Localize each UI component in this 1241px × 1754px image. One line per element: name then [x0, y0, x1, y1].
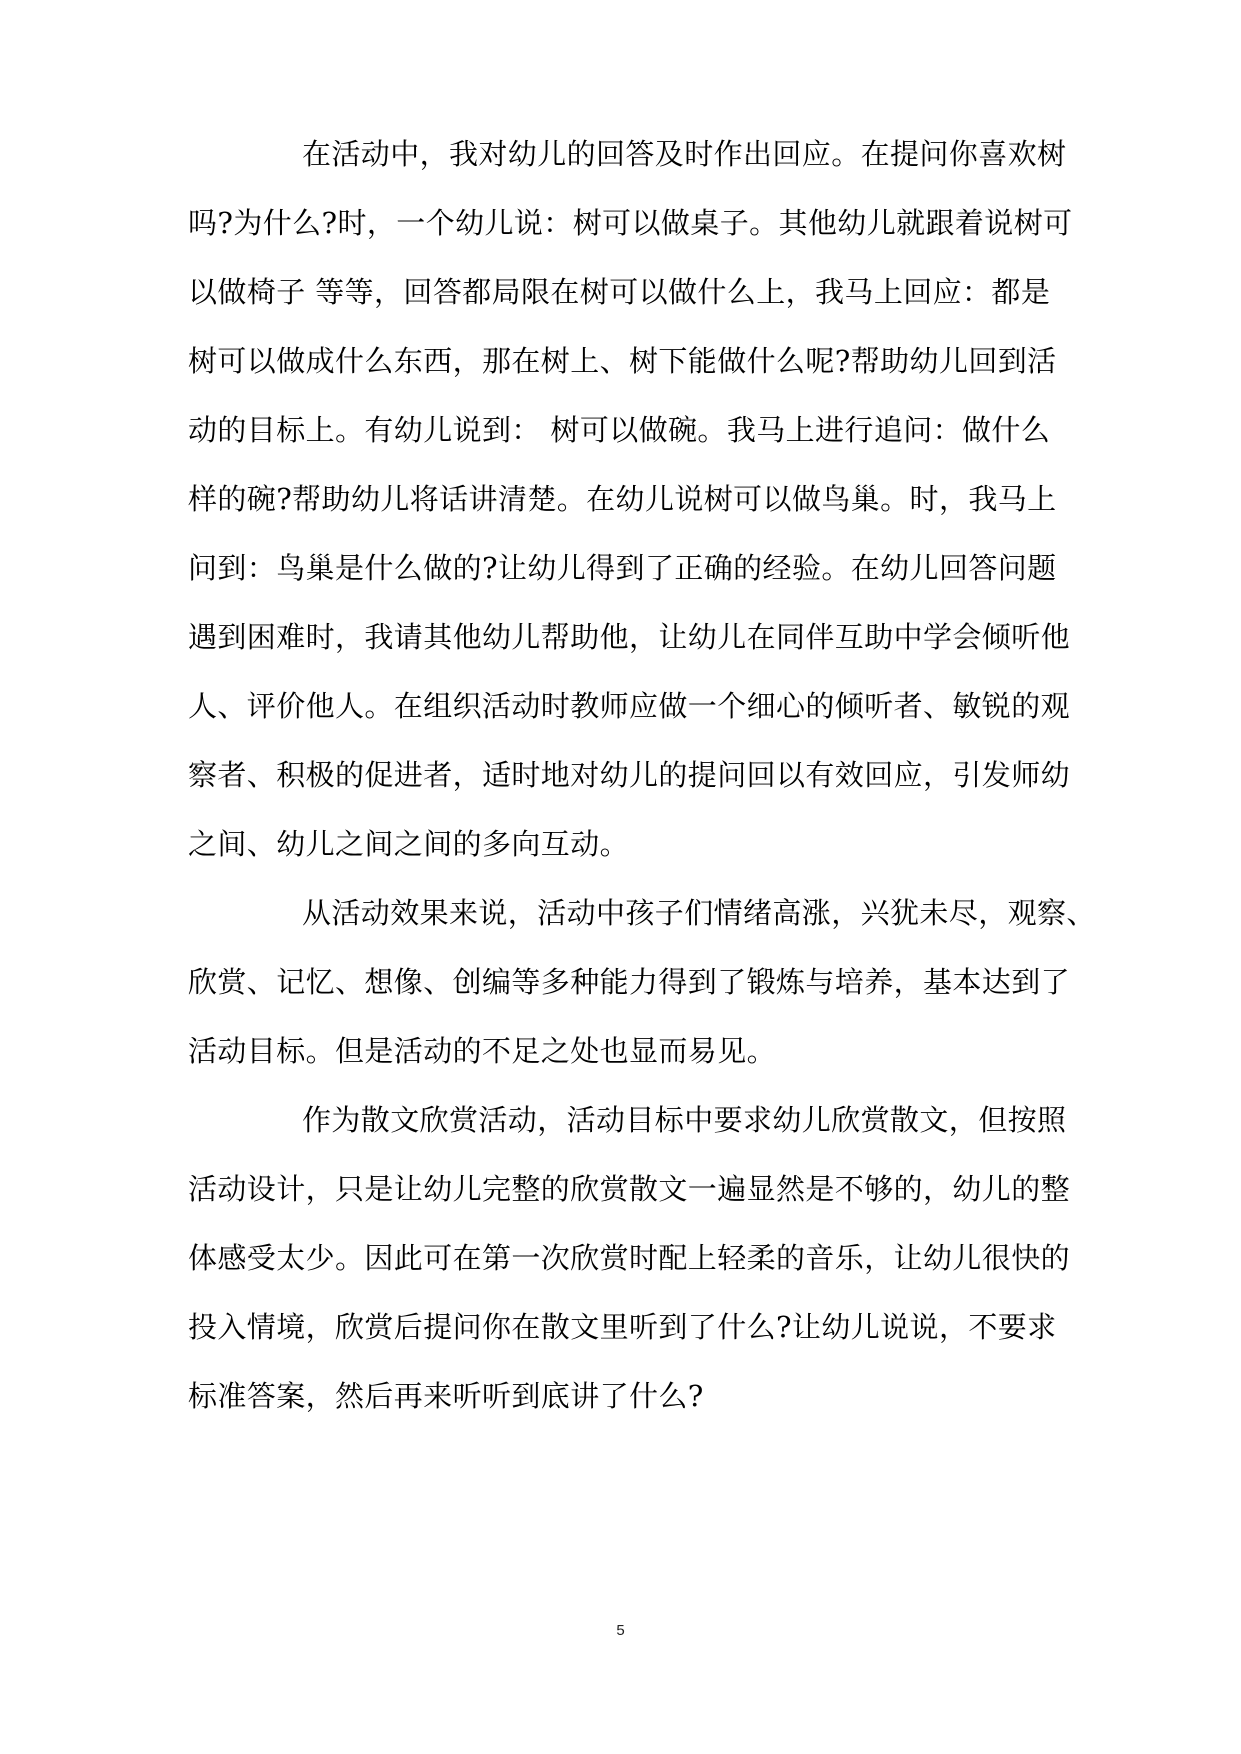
text-line: 以做椅子 等等，回答都局限在树可以做什么上，我马上回应：都是 [188, 275, 1051, 309]
text-line: 体感受太少。因此可在第一次欣赏时配上轻柔的音乐，让幼儿很快的 [188, 1241, 1071, 1275]
text-line: 从活动效果来说，活动中孩子们情绪高涨，兴犹未尽，观察、 [302, 896, 1096, 930]
text-line: 吗?为什么?时，一个幼儿说：树可以做桌子。其他幼儿就跟着说树可 [188, 206, 1073, 240]
text-line: 活动目标。但是活动的不足之处也显而易见。 [188, 1034, 777, 1068]
text-line: 遇到困难时，我请其他幼儿帮助他，让幼儿在同伴互助中学会倾听他 [188, 620, 1071, 654]
page-number: 5 [616, 1622, 625, 1639]
text-line: 树可以做成什么东西，那在树上、树下能做什么呢?帮助幼儿回到活 [188, 344, 1057, 378]
text-line: 之间、幼儿之间之间的多向互动。 [188, 827, 630, 861]
text-line: 在活动中，我对幼儿的回答及时作出回应。在提问你喜欢树 [302, 137, 1067, 171]
text-line: 作为散文欣赏活动，活动目标中要求幼儿欣赏散文，但按照 [302, 1103, 1067, 1137]
text-line: 欣赏、记忆、想像、创编等多种能力得到了锻炼与培养，基本达到了 [188, 965, 1071, 999]
text-line: 投入情境，欣赏后提问你在散文里听到了什么?让幼儿说说，不要求 [188, 1310, 1057, 1344]
text-line: 样的碗?帮助幼儿将话讲清楚。在幼儿说树可以做鸟巢。时，我马上 [188, 482, 1057, 516]
text-line: 察者、积极的促进者，适时地对幼儿的提问回以有效回应，引发师幼 [188, 758, 1071, 792]
text-line: 人、评价他人。在组织活动时教师应做一个细心的倾听者、敏锐的观 [188, 689, 1071, 723]
text-line: 活动设计，只是让幼儿完整的欣赏散文一遍显然是不够的，幼儿的整 [188, 1172, 1071, 1206]
text-line: 动的目标上。有幼儿说到： 树可以做碗。我马上进行追问：做什么 [188, 413, 1051, 447]
text-line: 问到：鸟巢是什么做的?让幼儿得到了正确的经验。在幼儿回答问题 [188, 551, 1057, 585]
text-line: 标准答案，然后再来听听到底讲了什么? [188, 1379, 704, 1413]
